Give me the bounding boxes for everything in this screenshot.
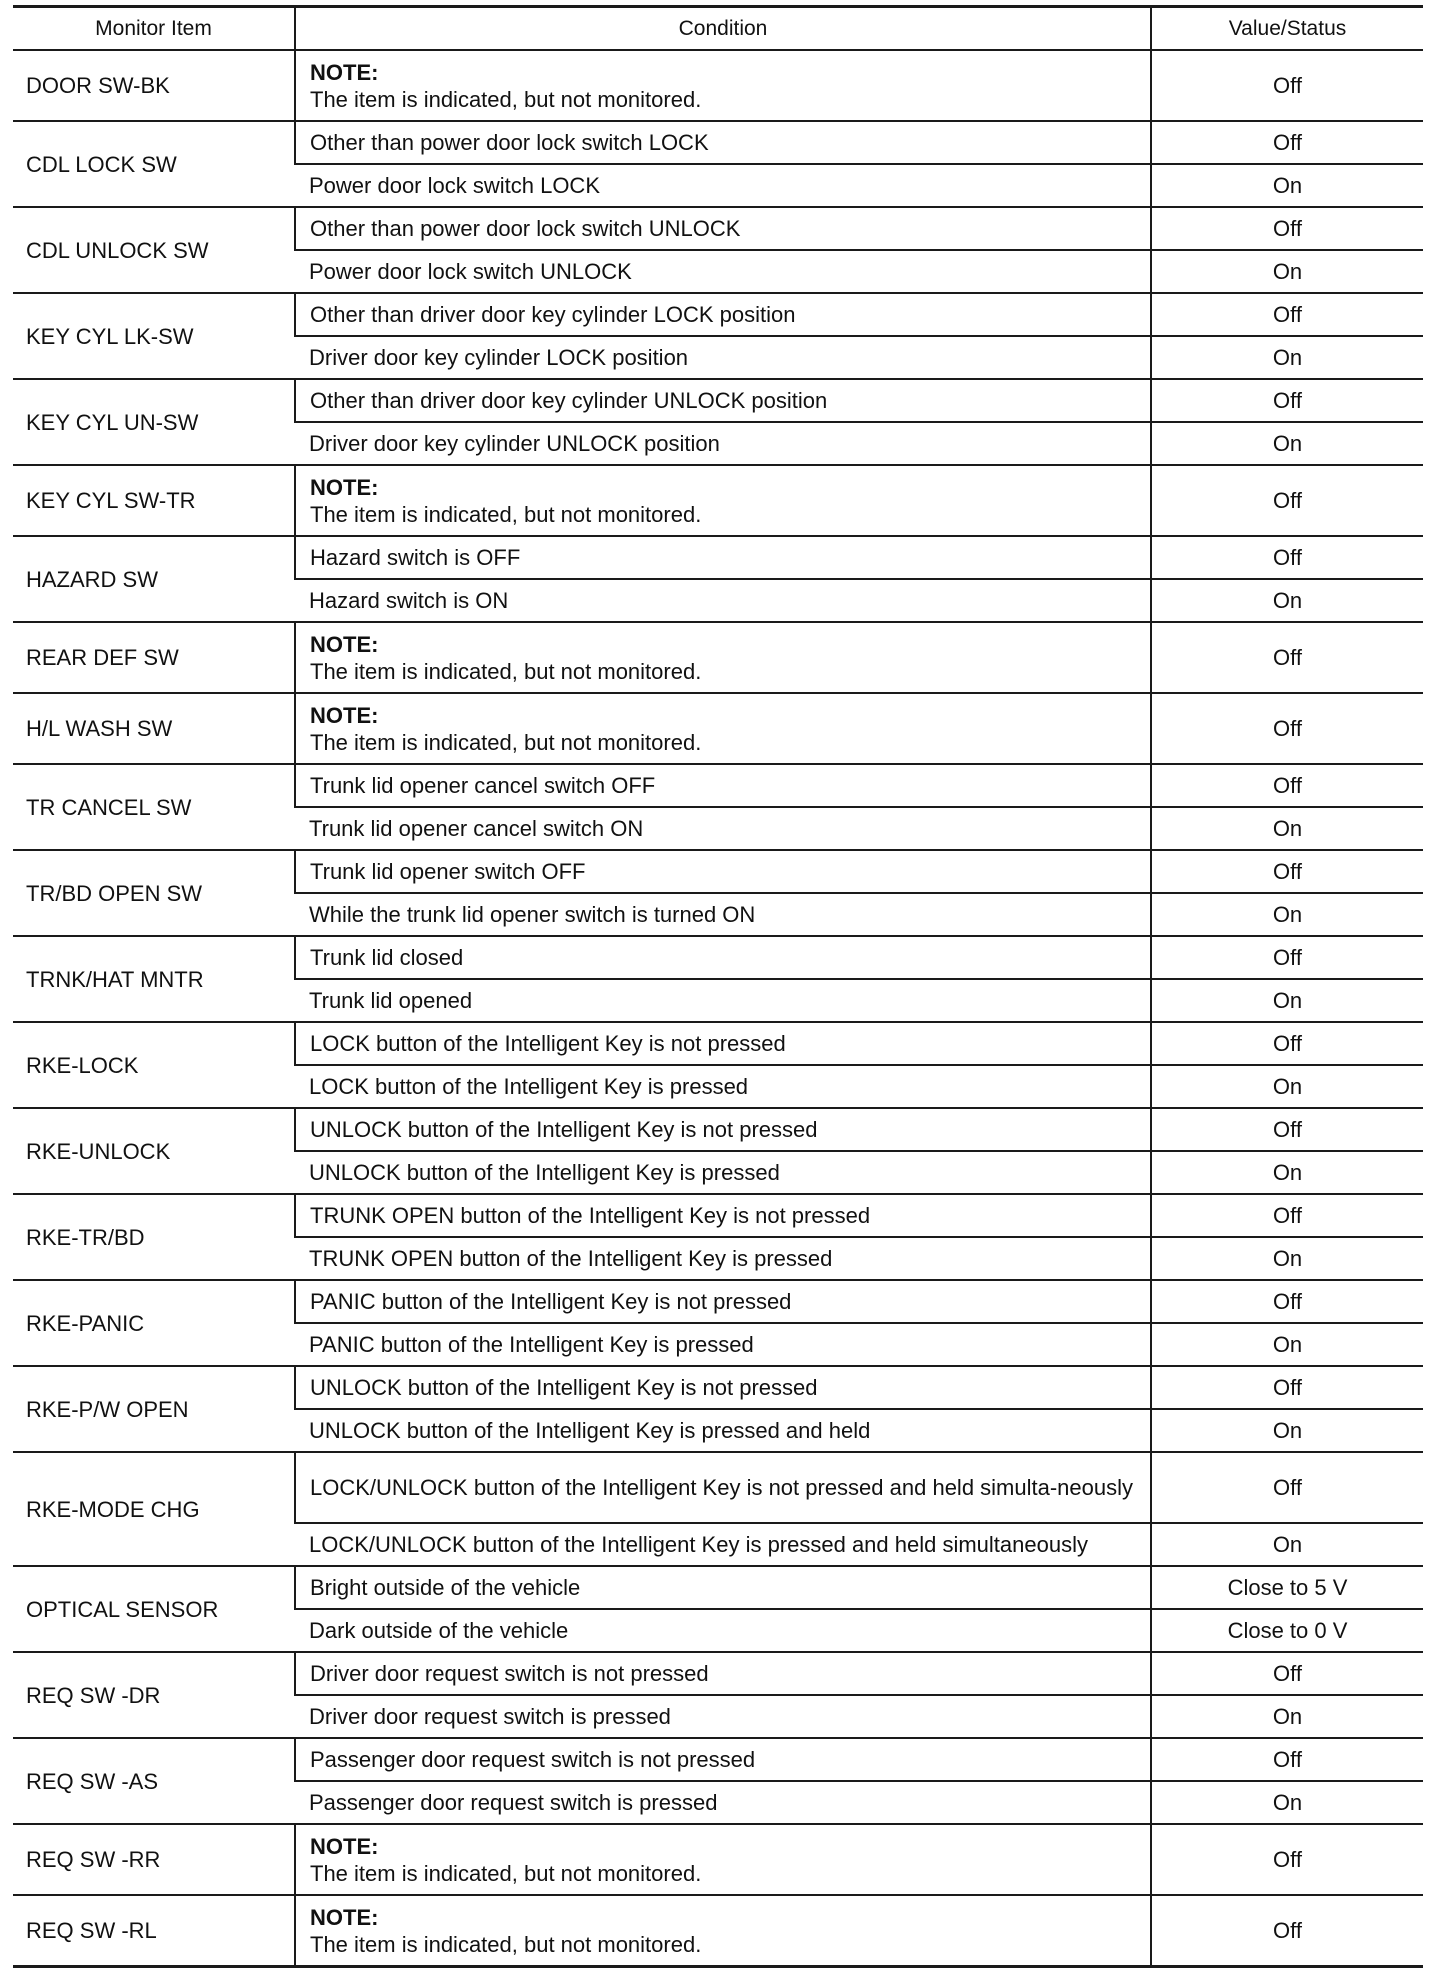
value-status-cell: Off bbox=[1151, 622, 1423, 693]
condition-cell: UNLOCK button of the Intelligent Key is not pressed bbox=[295, 1366, 1151, 1409]
condition-cell: Trunk lid closed bbox=[295, 936, 1151, 979]
table-row bbox=[13, 693, 1423, 764]
condition-cell: Power door lock switch LOCK bbox=[295, 164, 1151, 207]
monitor-item-cell: HAZARD SW bbox=[13, 536, 295, 622]
table-row bbox=[13, 536, 1423, 579]
value-status-cell: Close to 0 V bbox=[1151, 1609, 1423, 1652]
note-text: The item is indicated, but not monitored. bbox=[310, 1931, 702, 1957]
condition-cell: Dark outside of the vehicle bbox=[295, 1609, 1151, 1652]
condition-cell: Hazard switch is ON bbox=[295, 579, 1151, 622]
condition-cell bbox=[295, 50, 1151, 121]
table-row bbox=[13, 1280, 1423, 1323]
value-status-cell: On bbox=[1151, 1237, 1423, 1280]
value-status-cell: On bbox=[1151, 1523, 1423, 1566]
condition-cell: Driver door key cylinder LOCK position bbox=[295, 336, 1151, 379]
monitor-item-cell: RKE-PANIC bbox=[13, 1280, 295, 1366]
value-status-cell: Off bbox=[1151, 693, 1423, 764]
value-status-cell: Off bbox=[1151, 936, 1423, 979]
value-status-cell: On bbox=[1151, 1151, 1423, 1194]
monitor-table-sheet bbox=[13, 5, 1423, 1968]
value-status-cell: Off bbox=[1151, 379, 1423, 422]
condition-cell bbox=[295, 465, 1151, 536]
table-row bbox=[13, 1366, 1423, 1409]
note-text: The item is indicated, but not monitored. bbox=[310, 729, 702, 755]
condition-cell: Driver door request switch is pressed bbox=[295, 1695, 1151, 1738]
condition-cell: Passenger door request switch is not pressed bbox=[295, 1738, 1151, 1781]
table-row bbox=[13, 379, 1423, 422]
value-status-cell: Close to 5 V bbox=[1151, 1566, 1423, 1609]
condition-cell: Trunk lid opener cancel switch OFF bbox=[295, 764, 1151, 807]
header-value-status: Value/Status bbox=[1151, 7, 1423, 51]
value-status-cell: On bbox=[1151, 1409, 1423, 1452]
table-row bbox=[13, 1652, 1423, 1695]
monitor-item-cell: REQ SW -DR bbox=[13, 1652, 295, 1738]
condition-cell: Bright outside of the vehicle bbox=[295, 1566, 1151, 1609]
condition-cell bbox=[295, 622, 1151, 693]
monitor-item-cell: RKE-P/W OPEN bbox=[13, 1366, 295, 1452]
condition-cell: UNLOCK button of the Intelligent Key is pressed and held bbox=[295, 1409, 1151, 1452]
monitor-item-cell: DOOR SW-BK bbox=[13, 50, 295, 121]
table-row bbox=[13, 1895, 1423, 1967]
monitor-item-cell: RKE-MODE CHG bbox=[13, 1452, 295, 1566]
monitor-item-cell: TR CANCEL SW bbox=[13, 764, 295, 850]
value-status-cell: On bbox=[1151, 893, 1423, 936]
table-row bbox=[13, 850, 1423, 893]
header-condition: Condition bbox=[295, 7, 1151, 51]
table-row bbox=[13, 121, 1423, 164]
monitor-item-table bbox=[13, 5, 1423, 1968]
table-row bbox=[13, 465, 1423, 536]
note-label: NOTE: bbox=[310, 474, 379, 500]
monitor-item-cell: RKE-LOCK bbox=[13, 1022, 295, 1108]
condition-cell: LOCK/UNLOCK button of the Intelligent Key is pressed and held simultaneously bbox=[295, 1523, 1151, 1566]
value-status-cell: Off bbox=[1151, 1022, 1423, 1065]
table-row bbox=[13, 207, 1423, 250]
value-status-cell: On bbox=[1151, 579, 1423, 622]
value-status-cell: On bbox=[1151, 807, 1423, 850]
condition-cell: Driver door key cylinder UNLOCK position bbox=[295, 422, 1151, 465]
monitor-item-cell: H/L WASH SW bbox=[13, 693, 295, 764]
monitor-item-cell: CDL UNLOCK SW bbox=[13, 207, 295, 293]
monitor-item-cell: REQ SW -AS bbox=[13, 1738, 295, 1824]
value-status-cell: Off bbox=[1151, 121, 1423, 164]
value-status-cell: On bbox=[1151, 422, 1423, 465]
monitor-item-cell: OPTICAL SENSOR bbox=[13, 1566, 295, 1652]
condition-cell: PANIC button of the Intelligent Key is not pressed bbox=[295, 1280, 1151, 1323]
condition-cell: Passenger door request switch is pressed bbox=[295, 1781, 1151, 1824]
note-label: NOTE: bbox=[310, 702, 379, 728]
table-row bbox=[13, 1738, 1423, 1781]
condition-cell: Trunk lid opener cancel switch ON bbox=[295, 807, 1151, 850]
table-row bbox=[13, 936, 1423, 979]
condition-cell: LOCK/UNLOCK button of the Intelligent Key is not pressed and held simulta-neously bbox=[295, 1452, 1151, 1523]
condition-cell: PANIC button of the Intelligent Key is pressed bbox=[295, 1323, 1151, 1366]
condition-cell bbox=[295, 1824, 1151, 1895]
table-row bbox=[13, 622, 1423, 693]
condition-cell: Other than power door lock switch UNLOCK bbox=[295, 207, 1151, 250]
monitor-item-cell: RKE-UNLOCK bbox=[13, 1108, 295, 1194]
value-status-cell: On bbox=[1151, 250, 1423, 293]
value-status-cell: On bbox=[1151, 1323, 1423, 1366]
value-status-cell: Off bbox=[1151, 1194, 1423, 1237]
condition-cell: Power door lock switch UNLOCK bbox=[295, 250, 1151, 293]
value-status-cell: Off bbox=[1151, 764, 1423, 807]
monitor-item-cell: KEY CYL UN-SW bbox=[13, 379, 295, 465]
condition-cell bbox=[295, 1895, 1151, 1967]
monitor-item-cell: CDL LOCK SW bbox=[13, 121, 295, 207]
value-status-cell: Off bbox=[1151, 293, 1423, 336]
condition-cell: LOCK button of the Intelligent Key is not pressed bbox=[295, 1022, 1151, 1065]
value-status-cell: On bbox=[1151, 164, 1423, 207]
table-row bbox=[13, 764, 1423, 807]
table-row bbox=[13, 1194, 1423, 1237]
monitor-item-cell: REQ SW -RR bbox=[13, 1824, 295, 1895]
value-status-cell: Off bbox=[1151, 1280, 1423, 1323]
note-text: The item is indicated, but not monitored. bbox=[310, 86, 702, 112]
value-status-cell: Off bbox=[1151, 1108, 1423, 1151]
note-label: NOTE: bbox=[310, 59, 379, 85]
monitor-item-cell: KEY CYL LK-SW bbox=[13, 293, 295, 379]
condition-cell: Hazard switch is OFF bbox=[295, 536, 1151, 579]
header-row bbox=[13, 7, 1423, 51]
value-status-cell: Off bbox=[1151, 850, 1423, 893]
monitor-item-cell: REAR DEF SW bbox=[13, 622, 295, 693]
monitor-item-cell: TRNK/HAT MNTR bbox=[13, 936, 295, 1022]
condition-cell: Other than driver door key cylinder UNLOCK position bbox=[295, 379, 1151, 422]
value-status-cell: Off bbox=[1151, 465, 1423, 536]
condition-cell: LOCK button of the Intelligent Key is pressed bbox=[295, 1065, 1151, 1108]
note-text: The item is indicated, but not monitored. bbox=[310, 501, 702, 527]
note-label: NOTE: bbox=[310, 631, 379, 657]
value-status-cell: Off bbox=[1151, 207, 1423, 250]
monitor-item-cell: REQ SW -RL bbox=[13, 1895, 295, 1967]
table-row bbox=[13, 1824, 1423, 1895]
value-status-cell: Off bbox=[1151, 1895, 1423, 1967]
condition-cell: UNLOCK button of the Intelligent Key is pressed bbox=[295, 1151, 1151, 1194]
condition-cell: Other than power door lock switch LOCK bbox=[295, 121, 1151, 164]
table-row bbox=[13, 1022, 1423, 1065]
condition-cell: UNLOCK button of the Intelligent Key is not pressed bbox=[295, 1108, 1151, 1151]
condition-cell: While the trunk lid opener switch is turned ON bbox=[295, 893, 1151, 936]
note-label: NOTE: bbox=[310, 1904, 379, 1930]
condition-cell: Trunk lid opener switch OFF bbox=[295, 850, 1151, 893]
value-status-cell: On bbox=[1151, 336, 1423, 379]
condition-cell: TRUNK OPEN button of the Intelligent Key is pressed bbox=[295, 1237, 1151, 1280]
table-row bbox=[13, 293, 1423, 336]
value-status-cell: Off bbox=[1151, 1738, 1423, 1781]
table-row bbox=[13, 1566, 1423, 1609]
note-text: The item is indicated, but not monitored. bbox=[310, 658, 702, 684]
value-status-cell: On bbox=[1151, 979, 1423, 1022]
condition-cell bbox=[295, 693, 1151, 764]
condition-cell: TRUNK OPEN button of the Intelligent Key is not pressed bbox=[295, 1194, 1151, 1237]
table-row bbox=[13, 50, 1423, 121]
value-status-cell: Off bbox=[1151, 1824, 1423, 1895]
value-status-cell: Off bbox=[1151, 1652, 1423, 1695]
monitor-item-cell: RKE-TR/BD bbox=[13, 1194, 295, 1280]
value-status-cell: On bbox=[1151, 1781, 1423, 1824]
condition-cell: Other than driver door key cylinder LOCK position bbox=[295, 293, 1151, 336]
value-status-cell: Off bbox=[1151, 1452, 1423, 1523]
condition-cell: Trunk lid opened bbox=[295, 979, 1151, 1022]
note-label: NOTE: bbox=[310, 1833, 379, 1859]
monitor-item-cell: KEY CYL SW-TR bbox=[13, 465, 295, 536]
value-status-cell: On bbox=[1151, 1065, 1423, 1108]
table-body bbox=[13, 50, 1423, 1967]
note-text: The item is indicated, but not monitored. bbox=[310, 1860, 702, 1886]
value-status-cell: Off bbox=[1151, 50, 1423, 121]
monitor-item-cell: TR/BD OPEN SW bbox=[13, 850, 295, 936]
value-status-cell: Off bbox=[1151, 536, 1423, 579]
condition-cell: Driver door request switch is not pressed bbox=[295, 1652, 1151, 1695]
table-row bbox=[13, 1452, 1423, 1523]
header-monitor-item: Monitor Item bbox=[13, 7, 295, 51]
table-row bbox=[13, 1108, 1423, 1151]
value-status-cell: Off bbox=[1151, 1366, 1423, 1409]
value-status-cell: On bbox=[1151, 1695, 1423, 1738]
